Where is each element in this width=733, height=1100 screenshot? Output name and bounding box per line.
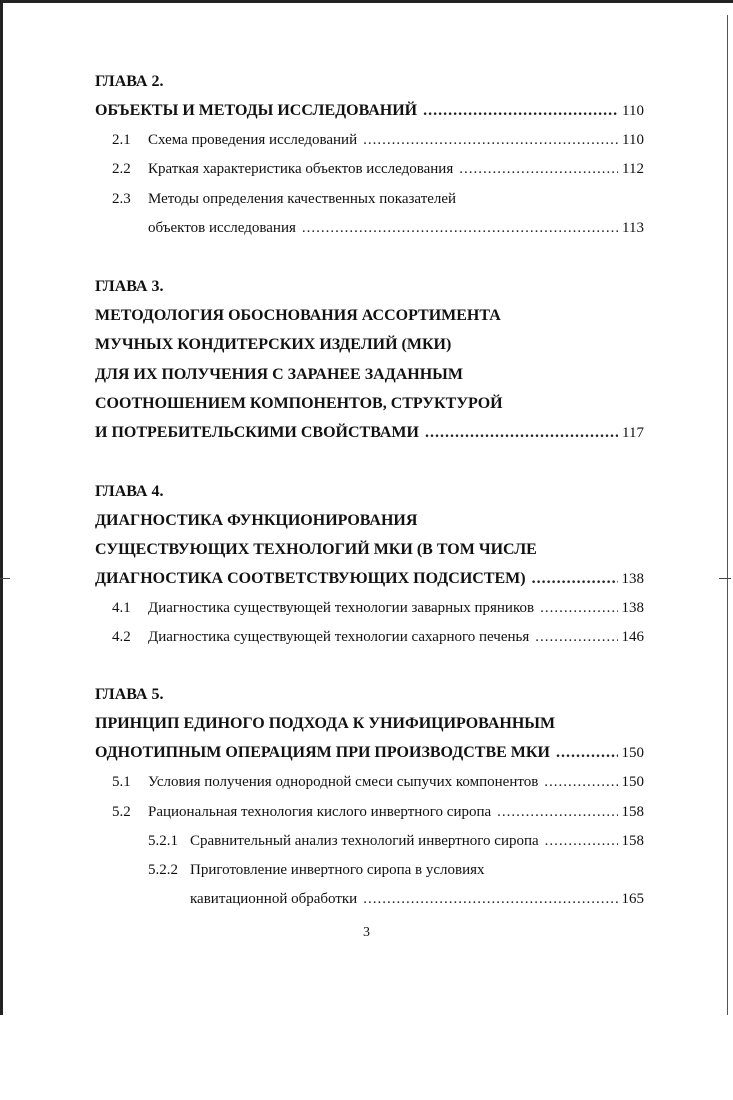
toc-entry <box>112 802 644 822</box>
chapter-5-page: 150 <box>621 745 644 761</box>
section-page: 138 <box>621 600 644 616</box>
section-title: Условия получения однородной смеси сыпучих компонентов <box>148 774 539 790</box>
section-page: 146 <box>621 629 644 645</box>
chapter-2-title: ОБЪЕКТЫ И МЕТОДЫ ИССЛЕДОВАНИЙ <box>95 102 418 119</box>
chapter-2-heading: ГЛАВА 2. <box>95 73 164 90</box>
chapter-4-title: СУЩЕСТВУЮЩИХ ТЕХНОЛОГИЙ МКИ (В ТОМ ЧИСЛЕ <box>95 541 537 558</box>
subsection-page: 165 <box>621 891 644 907</box>
dot-leader <box>497 802 617 822</box>
section-title: Рациональная технология кислого инвертного сиропа <box>148 804 492 820</box>
dot-leader <box>425 423 618 443</box>
dot-leader <box>363 889 617 909</box>
toc-entry <box>112 627 644 647</box>
subsection-number: 5.2.1 <box>148 833 178 849</box>
dot-leader <box>544 772 617 792</box>
toc-entry <box>95 743 644 763</box>
section-number: 4.1 <box>112 600 131 616</box>
toc-entry <box>95 423 644 443</box>
chapter-title-line <box>95 335 655 355</box>
toc-entry-continuation <box>190 889 644 909</box>
chapter-title-line <box>95 511 655 531</box>
dot-leader <box>545 831 618 851</box>
chapter-3-title: СООТНОШЕНИЕМ КОМПОНЕНТОВ, СТРУКТУРОЙ <box>95 395 503 412</box>
dot-leader <box>532 569 618 589</box>
section-title: Краткая характеристика объектов исследования <box>148 161 454 177</box>
section-page: 150 <box>621 774 644 790</box>
section-number: 2.3 <box>112 191 131 207</box>
subsection-number: 5.2.2 <box>148 862 178 878</box>
toc-entry <box>148 860 644 880</box>
chapter-3-page: 117 <box>622 425 644 441</box>
subsection-title: Сравнительный анализ технологий инвертного сиропа <box>190 833 539 849</box>
chapter-5-title: ПРИНЦИП ЕДИНОГО ПОДХОДА К УНИФИЦИРОВАННЫМ <box>95 715 556 732</box>
dot-leader <box>535 627 617 647</box>
toc-entry <box>112 130 644 150</box>
toc-entry <box>112 772 644 792</box>
chapter-3-title: И ПОТРЕБИТЕЛЬСКИМИ СВОЙСТВАМИ <box>95 424 419 441</box>
toc-entry <box>112 598 644 618</box>
toc-entry-continuation <box>148 218 644 238</box>
toc-entry <box>112 189 644 209</box>
chapter-title-line <box>95 306 655 326</box>
chapter-4-heading: ГЛАВА 4. <box>95 483 164 500</box>
chapter-3-title: МУЧНЫХ КОНДИТЕРСКИХ ИЗДЕЛИЙ (МКИ) <box>95 336 452 353</box>
subsection-title: кавитационной обработки <box>190 891 358 907</box>
toc-entry <box>95 569 644 589</box>
dot-leader <box>556 743 618 763</box>
section-number: 5.1 <box>112 774 131 790</box>
chapter-heading <box>95 482 655 502</box>
chapter-3-title: ДЛЯ ИХ ПОЛУЧЕНИЯ С ЗАРАНЕЕ ЗАДАННЫМ <box>95 366 463 383</box>
section-page: 110 <box>622 132 644 148</box>
chapter-title-line <box>95 714 655 734</box>
dot-leader <box>302 218 618 238</box>
dot-leader <box>423 101 618 121</box>
chapter-heading <box>95 277 655 297</box>
chapter-title-line <box>95 394 655 414</box>
toc-entry <box>95 101 644 121</box>
section-number: 5.2 <box>112 804 131 820</box>
section-title: объектов исследования <box>148 220 296 236</box>
dot-leader <box>459 159 618 179</box>
section-title: Методы определения качественных показателей <box>148 191 457 207</box>
toc-entry <box>112 159 644 179</box>
section-number: 4.2 <box>112 629 131 645</box>
chapter-heading <box>95 685 655 705</box>
chapter-3-title: МЕТОДОЛОГИЯ ОБОСНОВАНИЯ АССОРТИМЕНТА <box>95 307 501 324</box>
dot-leader <box>363 130 618 150</box>
chapter-4-title: ДИАГНОСТИКА СООТВЕТСТВУЮЩИХ ПОДСИСТЕМ) <box>95 570 526 587</box>
chapter-title-line <box>95 365 655 385</box>
chapter-2-page: 110 <box>622 103 644 119</box>
section-page: 113 <box>622 220 644 236</box>
section-number: 2.1 <box>112 132 131 148</box>
chapter-heading <box>95 72 655 92</box>
section-page: 158 <box>621 804 644 820</box>
chapter-4-title: ДИАГНОСТИКА ФУНКЦИОНИРОВАНИЯ <box>95 512 418 529</box>
toc-entry <box>148 831 644 851</box>
dot-leader <box>540 598 617 618</box>
section-title: Диагностика существующей технологии заварных пряников <box>148 600 535 616</box>
section-page: 112 <box>622 161 644 177</box>
page-number: 3 <box>363 925 370 940</box>
chapter-title-line <box>95 540 655 560</box>
chapter-5-title: ОДНОТИПНЫМ ОПЕРАЦИЯМ ПРИ ПРОИЗВОДСТВЕ МКИ <box>95 744 550 761</box>
chapter-5-heading: ГЛАВА 5. <box>95 686 164 703</box>
subsection-title: Приготовление инвертного сиропа в условиях <box>190 862 485 878</box>
section-title: Схема проведения исследований <box>148 132 358 148</box>
subsection-page: 158 <box>621 833 644 849</box>
chapter-3-heading: ГЛАВА 3. <box>95 278 164 295</box>
chapter-4-page: 138 <box>621 571 644 587</box>
section-title: Диагностика существующей технологии сахарного печенья <box>148 629 530 645</box>
section-number: 2.2 <box>112 161 131 177</box>
